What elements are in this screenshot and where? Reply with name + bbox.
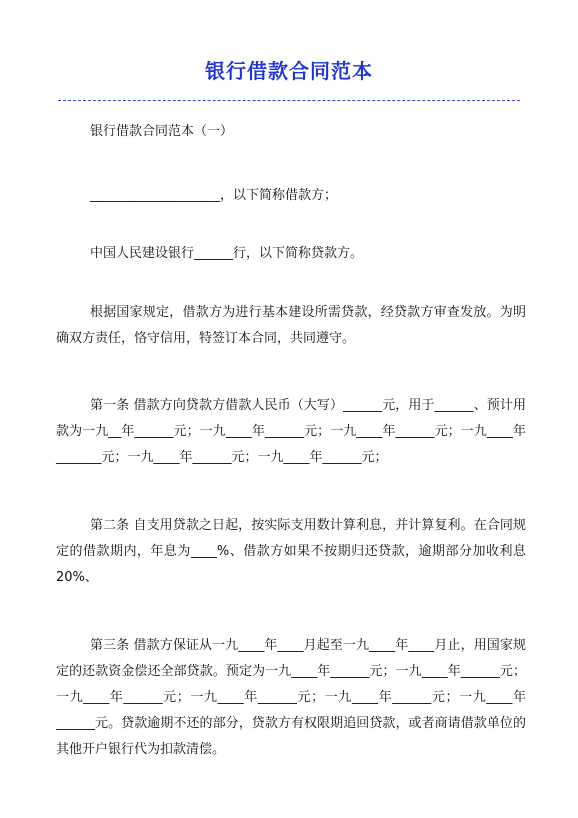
paragraph-borrower: ____________________，以下简称借款方； xyxy=(90,188,338,203)
paragraph-preamble: 根据国家规定，借款方为进行基本建设所需贷款，经贷款方审查发放。为明确双方责任，恪守信用，特签订本合同，共同遵守。 xyxy=(56,305,526,346)
paragraph-lender: 中国人民建设银行______行，以下简称贷款方。 xyxy=(90,246,364,261)
document-title: 银行借款合同范本 xyxy=(205,59,373,83)
paragraph-article-1: 第一条 借款方向贷款方借款人民币（大写）______元，用于______、预计用款为一九__年______元；一九____年______元；一九____年______元；一九____年_______元；一九____年______元；一九____年______元； xyxy=(56,398,526,465)
paragraph-heading: 银行借款合同范本（一） xyxy=(90,124,234,139)
title-divider xyxy=(58,100,520,101)
paragraph-article-3: 第三条 借款方保证从一九____年____月起至一九____年____月止，用国家规定的还款资金偿还全部贷款。预定为一九____年______元；一九____年______元；一九____年______元；一九____年______元；一九____年______元；一九____年______元。贷款逾期不还的部分，贷款方有权限期追回贷款，或者商请借款单位的其他开户银行代为扣款清偿。 xyxy=(56,638,526,757)
paragraph-article-2: 第二条 自支用贷款之日起，按实际支用数计算利息，并计算复利。在合同规定的借款期内，年息为____%、借款方如果不按期归还贷款，逾期部分加收利息 20%、 xyxy=(56,518,526,585)
